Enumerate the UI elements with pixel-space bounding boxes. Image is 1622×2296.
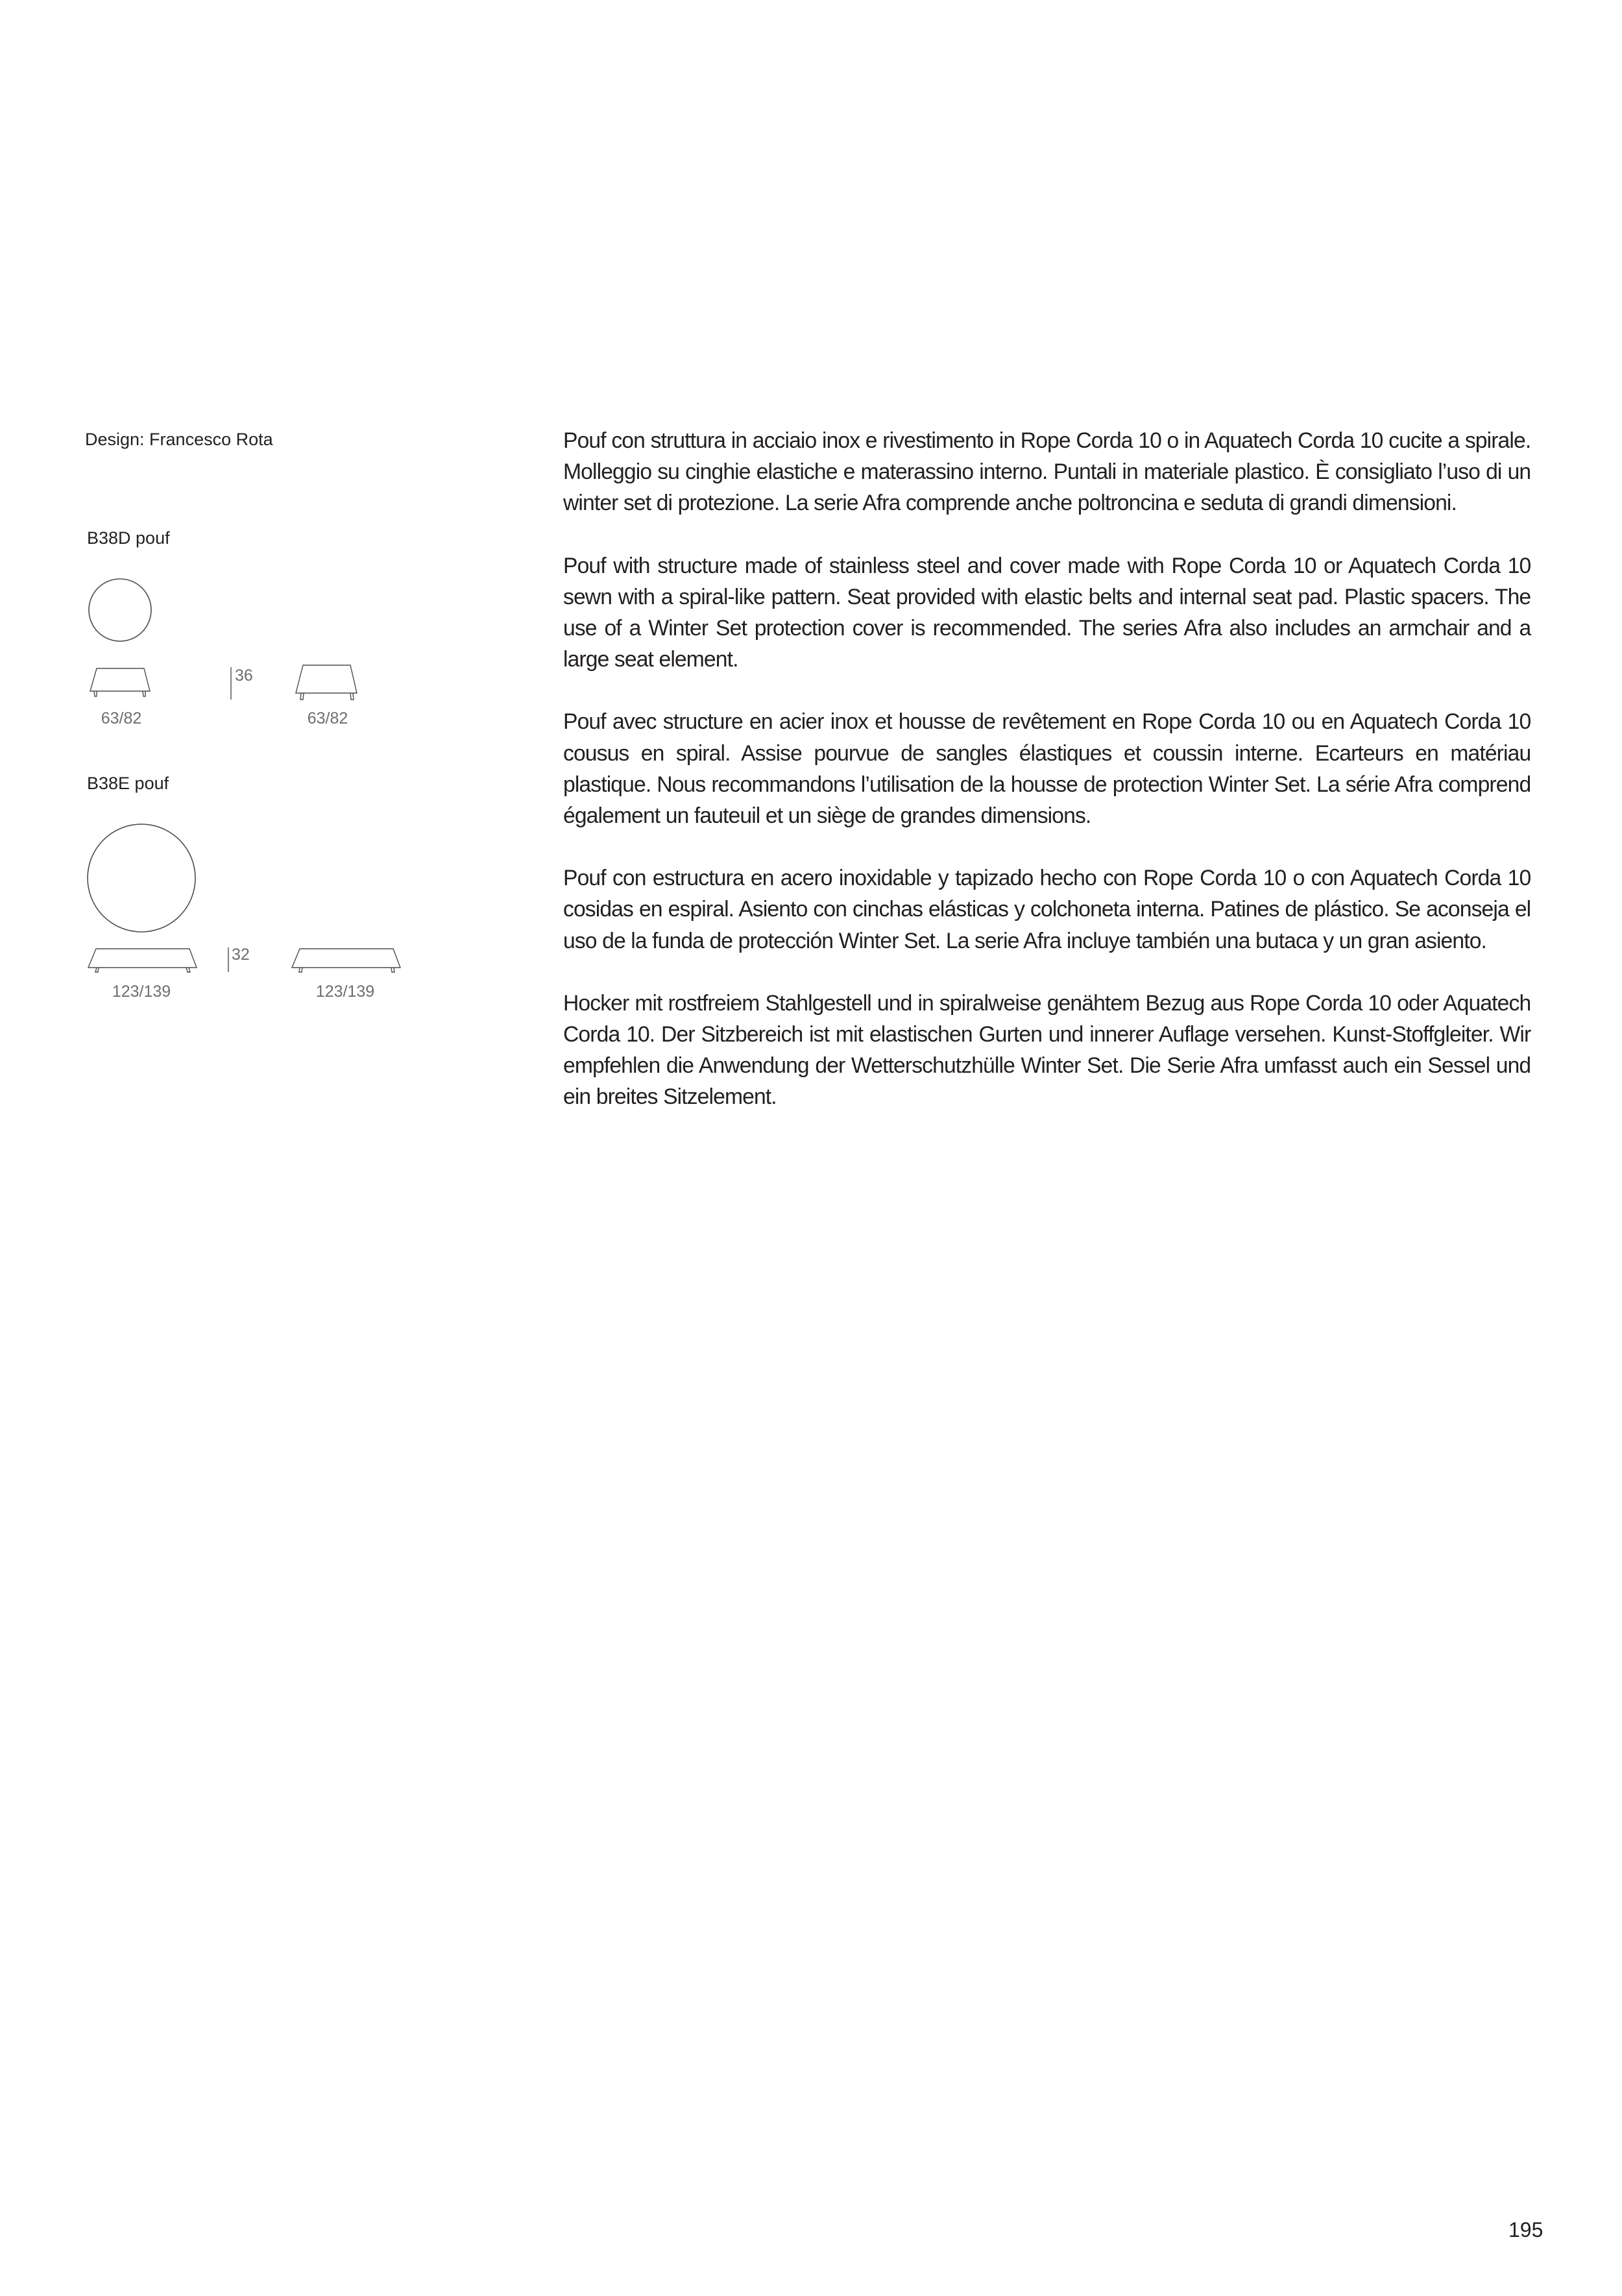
description-french: Pouf avec structure en acier inox et housse de revêtement en Rope Corda 10 ou en Aquatech Corda 10 cousus en spiral. Assise pourvue de sangles élastiques et coussin interne. Ecarteurs en matériau plastique. Nous recommandons l’utilisation de la housse de protection Winter Set. La série Afra comprend également un fauteuil et un siège de grandes dimensions.: [563, 709, 1531, 829]
product-title-b38d: B38D pouf: [87, 528, 170, 548]
description-english: Pouf with structure made of stainless steel and cover made with Rope Corda 10 or Aquatech Corda 10 sewn with a spiral-like pattern. Seat provided with elastic belts and internal seat pad. Plastic spacers. The use of a Winter Set protection cover is recommended. The series Afra also includes an armchair and a large seat element.: [563, 553, 1531, 672]
b38d-side-view-side-icon: [296, 665, 357, 700]
b38e-side-view-side-icon: [292, 949, 400, 972]
b38e-height-label: 32: [232, 946, 250, 964]
b38e-width-label-front: 123/139: [112, 983, 171, 1001]
page-number: 195: [1508, 2218, 1543, 2241]
b38d-side-view-front-icon: [90, 668, 150, 696]
technical-drawings: [0, 0, 454, 1038]
designer-credit: Design: Francesco Rota: [85, 430, 273, 449]
product-title-b38e: B38E pouf: [87, 774, 169, 793]
description-german: Hocker mit rostfreiem Stahlgestell und in spiralweise genähtem Bezug aus Rope Corda 10 oder Aquatech Corda 10. Der Sitzbereich ist mit elastischen Gurten und innerer Auflage versehen. Kunst-Stoffgleiter. Wir empfehlen die Anwendung der Wetterschutzhülle Winter Set. Die Serie Afra umfasst auch ein Sessel und ein breites Sitzelement.: [563, 990, 1531, 1110]
description-italian: Pouf con struttura in acciaio inox e rivestimento in Rope Corda 10 o in Aquatech Corda 10 cucite a spirale. Molleggio su cinghie elastiche e materassino interno. Puntali in materiale plastico. È consigliato l’uso di un winter set di protezione. La serie Afra comprende anche poltroncina e seduta di grandi dimensioni.: [563, 428, 1531, 516]
b38e-side-view-front-icon: [88, 949, 197, 972]
b38d-width-label-front: 63/82: [101, 709, 142, 727]
b38d-width-label-side: 63/82: [307, 709, 348, 727]
description-column: [563, 425, 1545, 1144]
b38e-width-label-side: 123/139: [315, 983, 375, 1001]
b38d-top-view-icon: [89, 579, 151, 641]
b38d-height-label: 36: [235, 666, 253, 685]
description-spanish: Pouf con estructura en acero inoxidable y tapizado hecho con Rope Corda 10 o con Aquatech Corda 10 cosidas en espiral. Asiento con cinchas elásticas y colchoneta interna. Patines de plástico. Se aconseja el uso de la funda de protección Winter Set. La serie Afra incluye también una butaca y un gran asiento.: [563, 866, 1531, 953]
b38e-top-view-icon: [88, 824, 195, 932]
